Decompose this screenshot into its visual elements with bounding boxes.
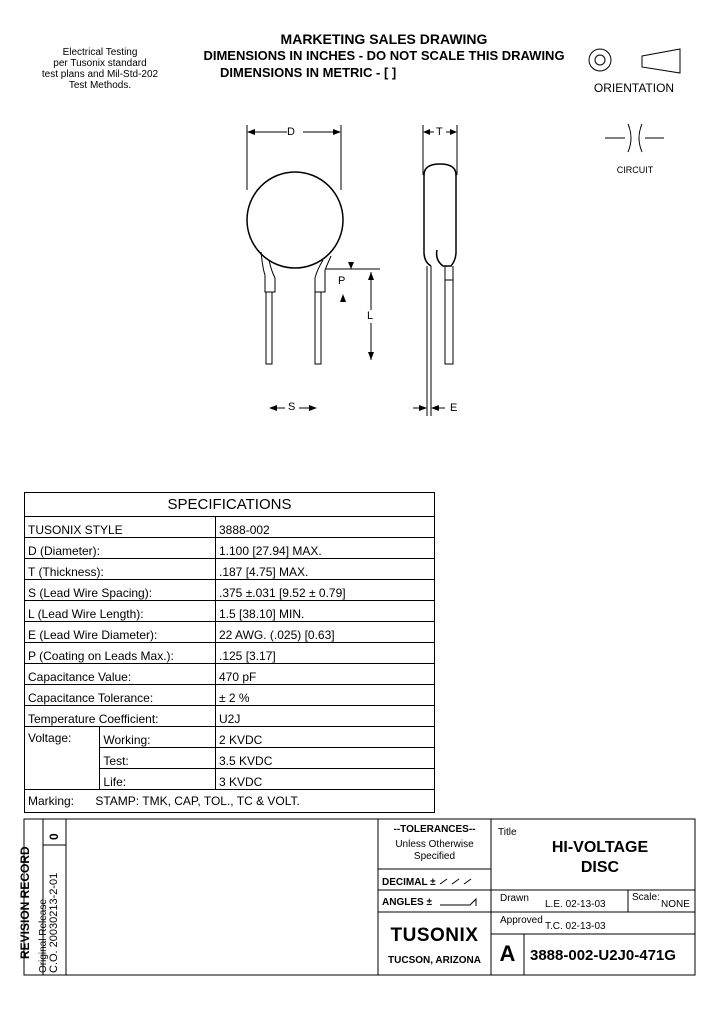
testing-note-line: Test Methods. (68, 80, 132, 91)
voltage-value: 3 KVDC (216, 769, 435, 790)
spec-label: Temperature Coefficient: (25, 706, 216, 727)
orientation-label: ORIENTATION (593, 81, 675, 95)
spec-value: 3888-002 (216, 517, 435, 538)
spec-label: E (Lead Wire Diameter): (25, 622, 216, 643)
dimensions-note-metric: DIMENSIONS IN METRIC - [ ] (220, 65, 397, 80)
scale-value: NONE (661, 899, 690, 910)
drawn-value: L.E. 02-13-03 (545, 899, 606, 910)
spec-label: P (Coating on Leads Max.): (25, 643, 216, 664)
drawing-title: MARKETING SALES DRAWING (280, 31, 488, 47)
approved-value: T.C. 02-13-03 (545, 921, 606, 932)
spec-value: U2J (216, 706, 435, 727)
decimal-tolerance-label: DECIMAL ± (382, 877, 436, 888)
marking-label: Marking: (28, 794, 75, 808)
specifications-title: SPECIFICATIONS (25, 493, 435, 517)
dim-label-p: P (338, 275, 346, 287)
spec-value: 1.100 [27.94] MAX. (216, 538, 435, 559)
spec-value: .125 [3.17] (216, 643, 435, 664)
revision-co: C.O. 20030213-2-01 (48, 872, 60, 973)
voltage-value: 3.5 KVDC (216, 748, 435, 769)
spec-label: T (Thickness): (25, 559, 216, 580)
spec-value: .187 [4.75] MAX. (216, 559, 435, 580)
voltage-label: Voltage: (25, 727, 100, 790)
voltage-type: Working: (100, 727, 216, 748)
dim-label-s: S (288, 401, 296, 413)
dim-label-e: E (450, 402, 458, 414)
approved-label: Approved (500, 915, 543, 926)
spec-label: L (Lead Wire Length): (25, 601, 216, 622)
testing-note-line: Electrical Testing (62, 47, 138, 58)
title-label: Title (498, 827, 517, 838)
part-number: 3888-002-U2J0-471G (530, 947, 676, 964)
spec-label: Capacitance Tolerance: (25, 685, 216, 706)
dim-label-l: L (367, 310, 374, 322)
voltage-value: 2 KVDC (216, 727, 435, 748)
voltage-type: Life: (100, 769, 216, 790)
tolerances-specified: Specified (413, 851, 456, 862)
spec-value: .375 ±.031 [9.52 ± 0.79] (216, 580, 435, 601)
spec-label: D (Diameter): (25, 538, 216, 559)
spec-label: TUSONIX STYLE (25, 517, 216, 538)
angles-tolerance-label: ANGLES ± (382, 897, 432, 908)
spec-value: 470 pF (216, 664, 435, 685)
revision-number: 0 (47, 833, 61, 840)
company-logo: TUSONIX (390, 925, 479, 946)
dim-label-d: D (287, 126, 295, 138)
spec-value: 1.5 [38.10] MIN. (216, 601, 435, 622)
company-location: TUCSON, ARIZONA (388, 955, 481, 966)
dimensions-note-inches: DIMENSIONS IN INCHES - DO NOT SCALE THIS DRAWING (203, 48, 565, 63)
revision-record-title: REVISION RECORD (18, 846, 32, 959)
testing-note-line: per Tusonix standard (53, 58, 147, 69)
spec-label: S (Lead Wire Spacing): (25, 580, 216, 601)
revision-original: Original Release (38, 899, 49, 973)
part-title-line1: HI-VOLTAGE (551, 839, 649, 856)
marking-value: STAMP: TMK, CAP, TOL., TC & VOLT. (95, 794, 300, 808)
voltage-type: Test: (100, 748, 216, 769)
scale-label: Scale: (632, 892, 660, 903)
spec-value: 22 AWG. (.025) [0.63] (216, 622, 435, 643)
part-title-line2: DISC (580, 859, 620, 876)
spec-value: ± 2 % (216, 685, 435, 706)
tolerances-unless: Unless Otherwise (395, 839, 474, 850)
spec-label: Capacitance Value: (25, 664, 216, 685)
drawing-size: A (499, 941, 516, 966)
testing-note-line: test plans and Mil-Std-202 (41, 69, 159, 80)
drawn-label: Drawn (500, 893, 529, 904)
dim-label-t: T (436, 126, 443, 138)
tolerances-title: --TOLERANCES-- (393, 824, 476, 835)
circuit-label: CIRCUIT (616, 165, 654, 175)
